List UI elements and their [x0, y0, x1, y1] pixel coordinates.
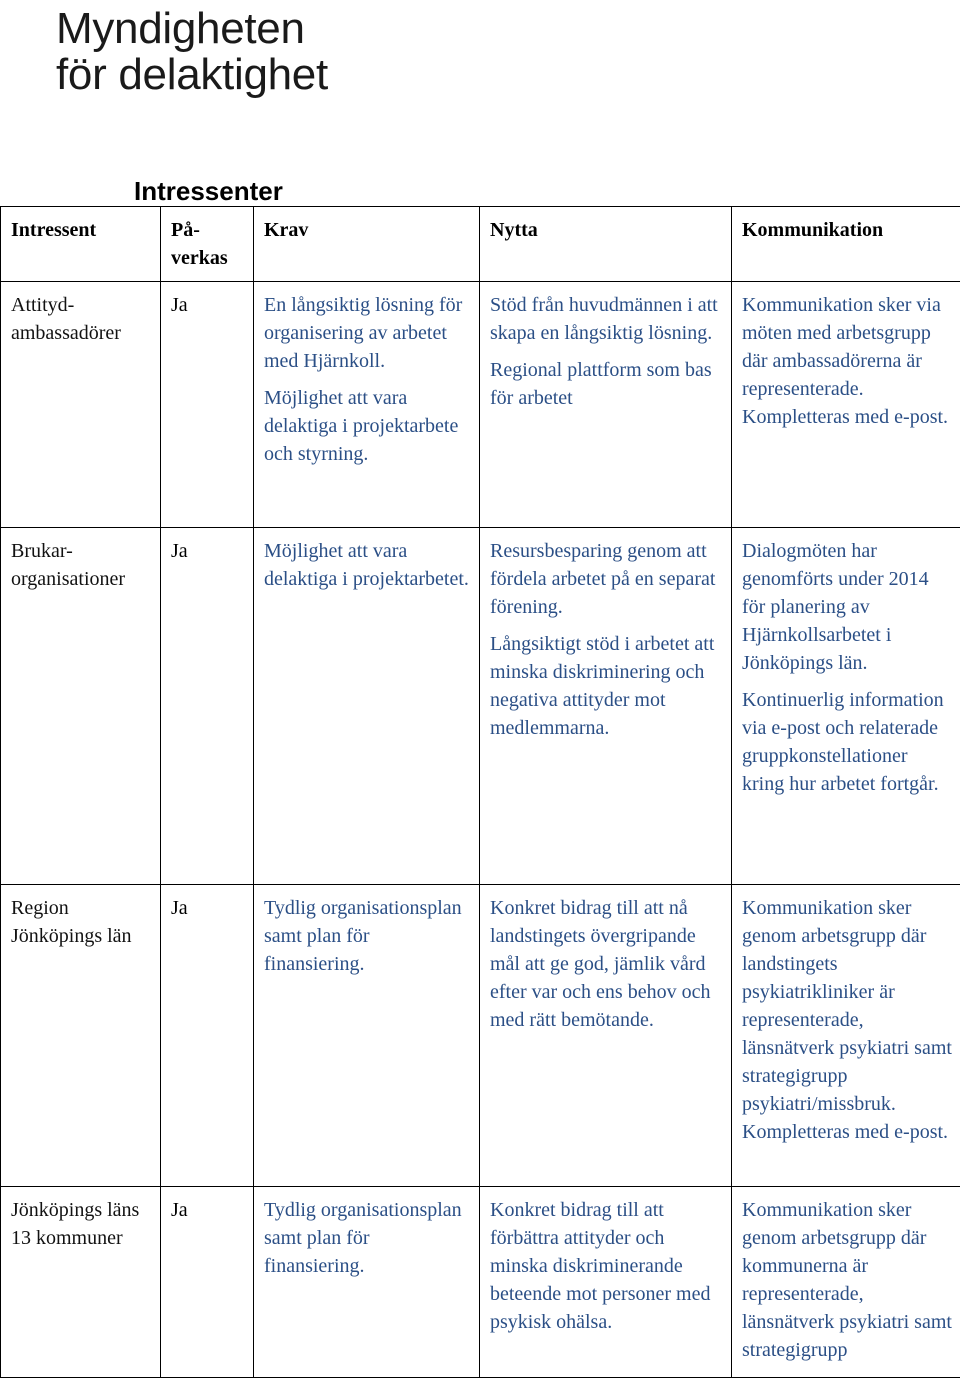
cell-paragraph: Möjlighet att vara delaktiga i projektarbete och styrning.: [264, 384, 473, 468]
cell-kommunikation: [732, 885, 960, 1187]
cell-paragraph: Möjlighet att vara delaktiga i projektarbetet.: [264, 537, 473, 593]
cell-krav: [254, 528, 480, 885]
cell-intressent: Attityd-ambassadörer: [1, 282, 161, 528]
cell-paverkas: Ja: [161, 1187, 254, 1378]
cell-kommunikation: [732, 282, 960, 528]
cell-intressent: Brukar-organisationer: [1, 528, 161, 885]
cell-paragraph: Konkret bidrag till att nå landstingets övergripande mål att ge god, jämlik vård efter var och ens behov och med rätt bemötande.: [490, 894, 725, 1034]
cell-paragraph: Dialogmöten har genomförts under 2014 för planering av Hjärnkollsarbetet i Jönköpings län.: [742, 537, 954, 677]
cell-paragraph: Regional plattform som bas för arbetet: [490, 356, 725, 412]
stakeholder-table: [0, 206, 960, 1378]
organization-logo: [56, 6, 328, 98]
header-intressent: Intressent: [1, 207, 161, 282]
cell-paverkas: Ja: [161, 885, 254, 1187]
header-kommunikation: Kommunikation: [732, 207, 960, 282]
table-row: [1, 885, 960, 1187]
cell-paragraph: Kommunikation sker genom arbetsgrupp där kommunerna är representerade, länsnätverk psykiatri samt strategigrupp: [742, 1196, 954, 1364]
table-header-row: [1, 207, 960, 282]
section-title: Intressenter: [134, 176, 283, 206]
cell-krav: [254, 282, 480, 528]
cell-paverkas: Ja: [161, 528, 254, 885]
cell-paragraph: Långsiktigt stöd i arbetet att minska diskriminering och negativa attityder mot medlemmarna.: [490, 630, 725, 742]
cell-paragraph: Kontinuerlig information via e-post och relaterade gruppkonstellationer kring hur arbetet fortgår.: [742, 686, 954, 798]
cell-krav: [254, 1187, 480, 1378]
table-row: [1, 1187, 960, 1378]
cell-intressent: Region Jönköpings län: [1, 885, 161, 1187]
cell-nytta: [480, 885, 732, 1187]
cell-nytta: [480, 528, 732, 885]
cell-nytta: [480, 282, 732, 528]
cell-intressent: Jönköpings läns 13 kommuner: [1, 1187, 161, 1378]
logo-line-2: för delaktighet: [56, 52, 328, 98]
cell-kommunikation: [732, 1187, 960, 1378]
cell-paverkas: Ja: [161, 282, 254, 528]
table-row: [1, 528, 960, 885]
cell-kommunikation: [732, 528, 960, 885]
header-paverkas: På-verkas: [161, 207, 254, 282]
cell-paragraph: Kommunikation sker genom arbetsgrupp där landstingets psykiatrikliniker är representerade, länsnätverk psykiatri samt strategigrupp psykiatri/missbruk. Kompletteras med e-post.: [742, 894, 954, 1146]
cell-paragraph: Tydlig organisationsplan samt plan för finansiering.: [264, 894, 473, 978]
header-nytta: Nytta: [480, 207, 732, 282]
cell-paragraph: Konkret bidrag till att förbättra attityder och minska diskriminerande beteende mot personer med psykisk ohälsa.: [490, 1196, 725, 1336]
cell-nytta: [480, 1187, 732, 1378]
cell-paragraph: Resursbesparing genom att fördela arbetet på en separat förening.: [490, 537, 725, 621]
logo-line-1: Myndigheten: [56, 6, 328, 52]
cell-paragraph: Kommunikation sker via möten med arbetsgrupp där ambassadörerna är representerade. Kompletteras med e-post.: [742, 291, 954, 431]
cell-paragraph: En långsiktig lösning för organisering av arbetet med Hjärnkoll.: [264, 291, 473, 375]
header-krav: Krav: [254, 207, 480, 282]
table-row: [1, 282, 960, 528]
cell-paragraph: Tydlig organisationsplan samt plan för finansiering.: [264, 1196, 473, 1280]
cell-paragraph: Stöd från huvudmännen i att skapa en långsiktig lösning.: [490, 291, 725, 347]
cell-krav: [254, 885, 480, 1187]
